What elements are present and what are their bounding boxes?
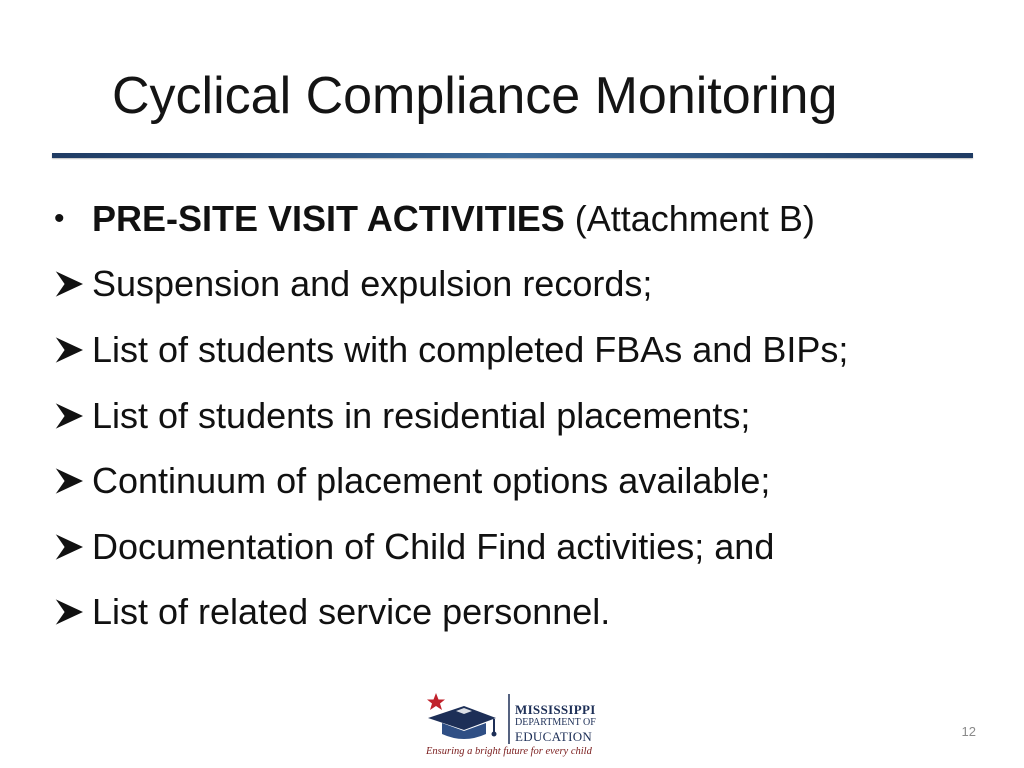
arrow-bullet-icon	[52, 532, 92, 562]
arrow-bullet-icon	[52, 401, 92, 431]
list-item	[52, 448, 982, 514]
title-divider	[52, 153, 973, 158]
list-item-text: List of students with completed FBAs and BIPs;	[92, 328, 849, 370]
section-heading	[92, 198, 815, 240]
slide-title: Cyclical Compliance Monitoring	[112, 67, 838, 125]
list-item-text: List of students in residential placements;	[92, 394, 751, 436]
arrow-bullet-icon	[52, 269, 92, 299]
mde-logo	[420, 688, 610, 764]
slide-content	[52, 186, 982, 645]
page-number: 12	[961, 724, 976, 739]
bullet-icon: •	[54, 201, 65, 235]
list-item-text: Suspension and expulsion records;	[92, 263, 653, 305]
logo-line-1: MISSISSIPPI	[515, 702, 596, 717]
arrow-bullet-icon	[52, 597, 92, 627]
list-item	[52, 252, 982, 318]
list-item-text: Documentation of Child Find activities; and	[92, 525, 775, 567]
arrow-bullet-icon	[52, 466, 92, 496]
logo-line-2: DEPARTMENT OF	[515, 717, 596, 728]
logo-line-3: EDUCATION	[515, 729, 593, 744]
list-item	[52, 317, 982, 383]
list-item	[52, 383, 982, 449]
section-heading-note: (Attachment B)	[564, 197, 815, 239]
list-item-text: Continuum of placement options available;	[92, 460, 771, 502]
section-heading-row	[52, 186, 982, 252]
list-item	[52, 514, 982, 580]
list-item	[52, 580, 982, 646]
arrow-bullet-icon	[52, 335, 92, 365]
logo-wordmark	[515, 703, 596, 743]
list-item-text: List of related service personnel.	[92, 591, 611, 633]
section-heading-bold: PRE-SITE VISIT ACTIVITIES	[92, 197, 565, 239]
logo-tagline: Ensuring a bright future for every child	[426, 746, 592, 757]
graduation-cap-icon	[420, 688, 514, 746]
